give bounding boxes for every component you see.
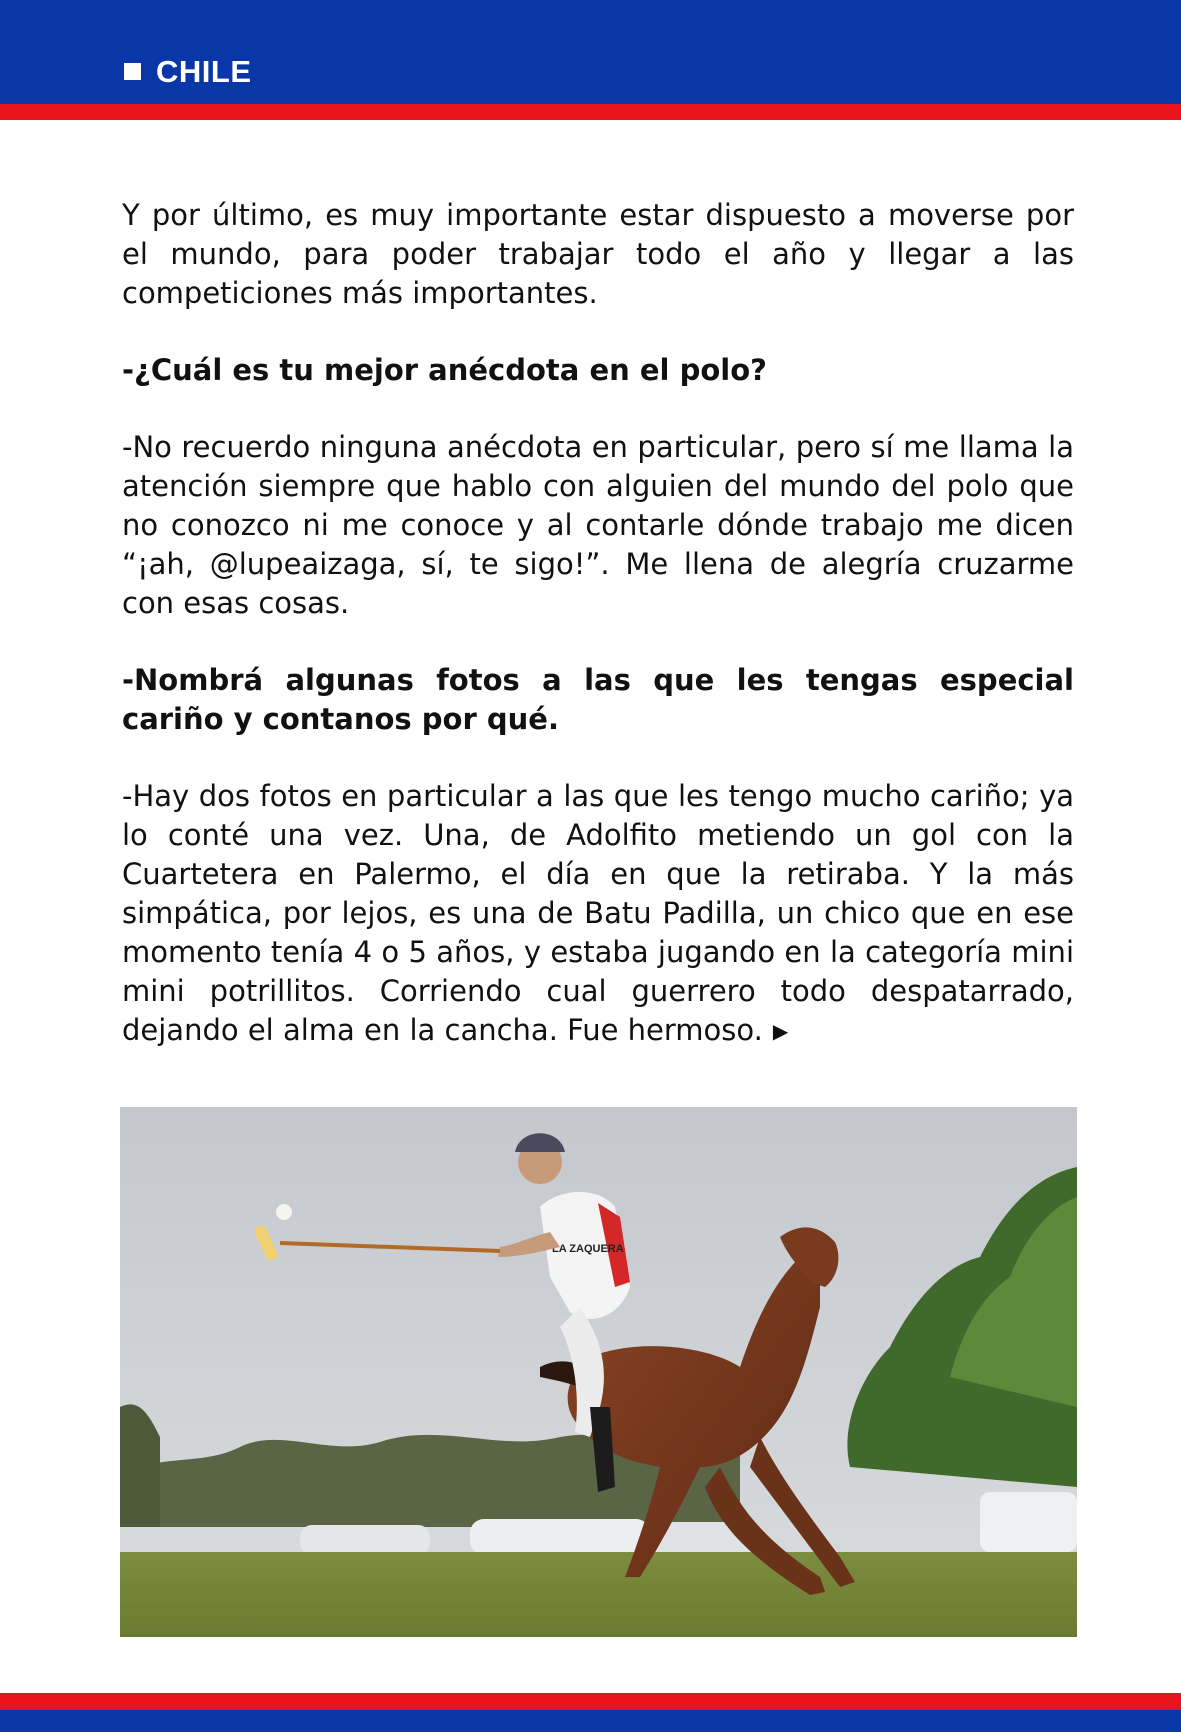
article-body (122, 196, 1074, 1089)
jersey-lettering: LA ZAQUERA (552, 1243, 624, 1255)
polo-player-photo (120, 1107, 1077, 1637)
footer-red-stripe (0, 1693, 1181, 1710)
question-photos: -Nombrá algunas fotos a las que les tengas especial cariño y contanos por qué. (122, 663, 1074, 736)
header-red-stripe (0, 104, 1181, 120)
header-bar (0, 0, 1181, 104)
car (980, 1492, 1077, 1552)
car (470, 1519, 650, 1555)
footer-bar (0, 1710, 1181, 1732)
paragraph-intro: Y por último, es muy importante estar dispuesto a moverse por el mundo, para poder trabajar todo el año y llegar a las competiciones más importantes. (122, 198, 1074, 310)
end-of-article-icon: ▶ (772, 1019, 789, 1043)
section-label: CHILE (156, 54, 252, 89)
polo-photo-illustration (120, 1107, 1077, 1637)
car (300, 1525, 430, 1555)
polo-ball (276, 1204, 292, 1220)
polo-field (120, 1552, 1077, 1637)
answer-photos-text: -Hay dos fotos en particular a las que les tengo mucho cariño; ya lo conté una vez. Una, de Adolfito metiendo un gol con la Cuartetera en Palermo, el día en que la retiraba. Y la más simpática, por lejos, es una de Batu Padilla, un chico que en ese momento tenía 4 o 5 años, y estaba jugando en la categoría mini mini potrillitos. Corriendo cual guerrero todo despatarrado, dejando el alma en la cancha. Fue hermoso. (122, 779, 1074, 1047)
answer-anecdote: -No recuerdo ninguna anécdota en particular, pero sí me llama la atención siempre que hablo con alguien del mundo del polo que no conozco ni me conoce y al contarle dónde trabajo me dicen “¡ah, @lupeaizaga, sí, te sigo!”. Me llena de alegría cruzarme con esas cosas. (122, 430, 1074, 620)
question-anecdote: -¿Cuál es tu mejor anécdota en el polo? (122, 353, 767, 387)
section-square-icon (124, 63, 141, 80)
answer-photos (122, 777, 1074, 1051)
